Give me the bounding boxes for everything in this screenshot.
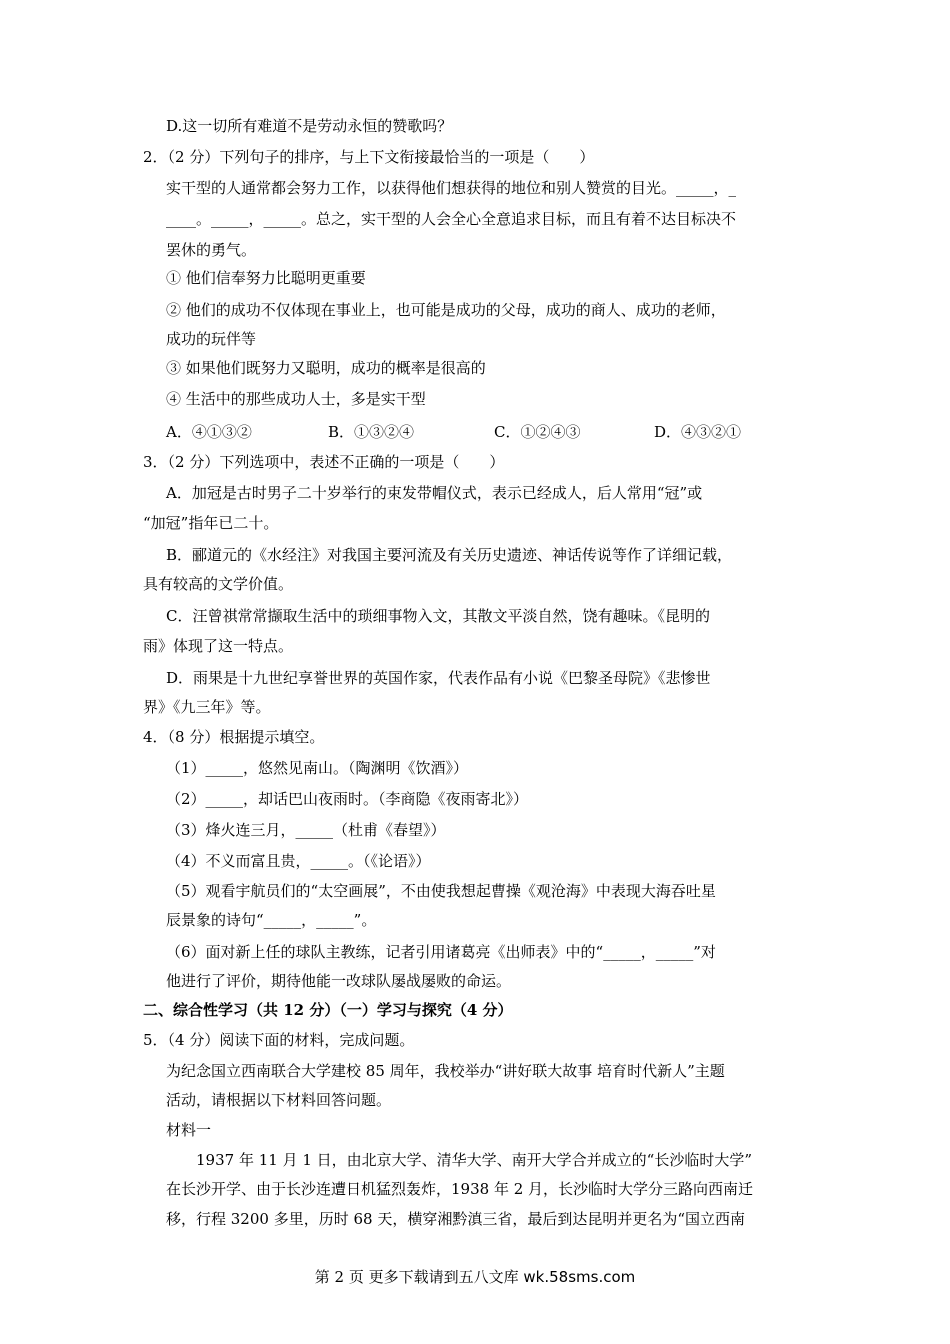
q3-option-c-cont: 雨》体现了这一特点。: [143, 637, 294, 655]
q3-option-d-cont: 界》《九三年》等。: [143, 698, 271, 716]
q4-item-2: （2）_____，却话巴山夜雨时。（李商隐《夜雨寄北》）: [166, 790, 529, 808]
q5-intro-line: 活动，请根据以下材料回答问题。: [166, 1091, 392, 1109]
q3-option-b: B．郦道元的《水经注》对我国主要河流及有关历史遗迹、神话传说等作了详细记载，: [166, 546, 733, 564]
page-footer: [0, 1267, 950, 1287]
q4-item-1: （1）_____，悠然见南山。（陶渊明《饮酒》）: [166, 759, 469, 777]
q4-item-3: （3）烽火连三月，_____（杜甫《春望》）: [166, 821, 446, 839]
q2-option-a: A．④①③②: [166, 423, 252, 441]
q5-material-line: 1937 年 11 月 1 日，由北京大学、清华大学、南开大学合并成立的“长沙临时大学”: [196, 1151, 752, 1169]
q1-option-d: D.这一切所有难道不是劳动永恒的赞歌吗？: [166, 117, 453, 135]
q4-stem: 4．（8 分）根据提示填空。: [143, 728, 325, 746]
q4-item-4: （4）不义而富且贵，_____。（《论语》）: [166, 852, 431, 870]
q3-stem: 3．（2 分）下列选项中，表述不正确的一项是（ ）: [143, 453, 505, 471]
q2-option-b: B．①③②④: [328, 423, 415, 441]
section-heading: 二、综合性学习（共 12 分）（一）学习与探究（4 分）: [143, 1001, 513, 1019]
q2-item-1: ① 他们信奉努力比聪明更重要: [166, 269, 366, 287]
footer-link[interactable]: wk.58sms.com: [523, 1268, 636, 1286]
q3-option-a: A．加冠是古时男子二十岁举行的束发带帽仪式，表示已经成人，后人常用“冠”或: [166, 484, 703, 502]
q2-item-4: ④ 生活中的那些成功人士，多是实干型: [166, 390, 426, 408]
q2-item-2: ② 他们的成功不仅体现在事业上，也可能是成功的父母，成功的商人、成功的老师，: [166, 301, 726, 319]
q5-material-line: 移，行程 3200 多里，历时 68 天，横穿湘黔滇三省，最后到达昆明并更名为“国立西南: [166, 1210, 746, 1228]
q3-option-c: C．汪曾祺常常撷取生活中的琐细事物入文，其散文平淡自然，饶有趣味。《昆明的: [166, 607, 710, 625]
q2-option-d: D．④③②①: [654, 423, 742, 441]
q4-item-6: （6）面对新上任的球队主教练，记者引用诸葛亮《出师表》中的“_____，_____”对: [166, 943, 716, 961]
q2-option-c: C．①②④③: [494, 423, 581, 441]
q4-item-5: （5）观看宇航员们的“太空画展”，不由使我想起曹操《观沧海》中表现大海吞吐星: [166, 882, 716, 900]
q2-item-2-cont: 成功的玩伴等: [166, 330, 257, 348]
q3-option-d: D．雨果是十九世纪享誉世界的英国作家，代表作品有小说《巴黎圣母院》《悲惨世: [166, 669, 711, 687]
q5-stem: 5．（4 分）阅读下面的材料，完成问题。: [143, 1031, 415, 1049]
q5-material-title: 材料一: [166, 1121, 212, 1139]
q2-passage-line: ____。_____，_____。总之，实干型的人会全心全意追求目标，而且有着不达目标决不: [166, 210, 737, 228]
q5-intro-line: 为纪念国立西南联合大学建校 85 周年，我校举办“讲好联大故事 培育时代新人”主题: [166, 1062, 725, 1080]
q2-item-3: ③ 如果他们既努力又聪明，成功的概率是很高的: [166, 359, 486, 377]
q4-item-6-cont: 他进行了评价，期待他能一改球队屡战屡败的命运。: [166, 972, 512, 990]
q2-stem: 2．（2 分）下列句子的排序，与上下文衔接最恰当的一项是（ ）: [143, 148, 595, 166]
q4-item-5-cont: 辰景象的诗句“_____，_____”。: [166, 911, 377, 929]
footer-text: 第 2 页 更多下载请到五八文库: [314, 1268, 519, 1286]
q5-material-line: 在长沙开学、由于长沙连遭日机猛烈轰炸，1938 年 2 月，长沙临时大学分三路向西南迁: [166, 1180, 754, 1198]
q3-option-b-cont: 具有较高的文学价值。: [143, 575, 294, 593]
q2-passage-line: 罢休的勇气。: [166, 241, 257, 259]
q3-option-a-cont: “加冠”指年已二十。: [143, 514, 279, 532]
q2-passage-line: 实干型的人通常都会努力工作，以获得他们想获得的地位和别人赞赏的目光。_____，_: [166, 179, 737, 197]
